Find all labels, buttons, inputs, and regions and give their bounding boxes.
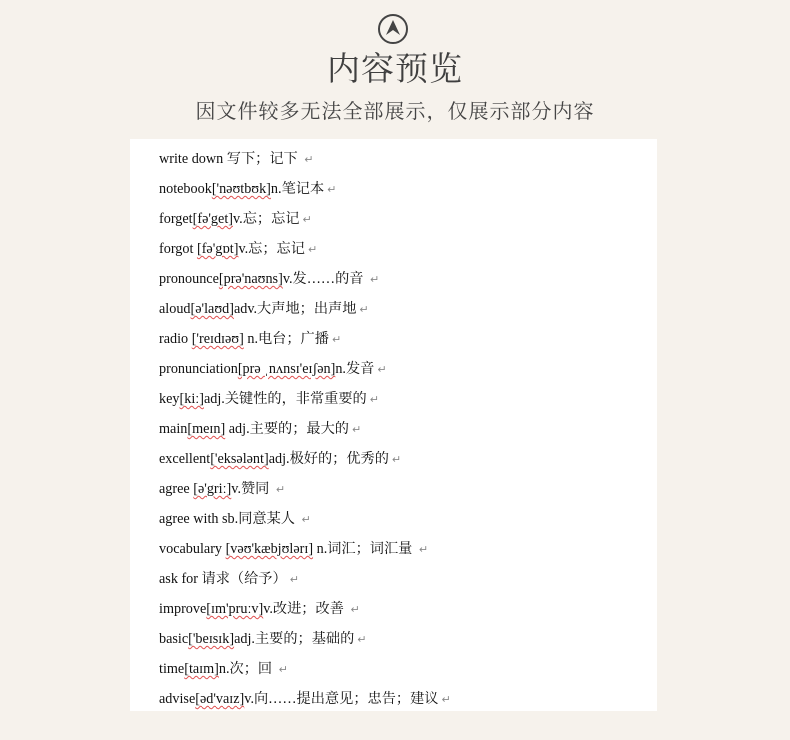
entry-word: agree [159, 481, 194, 497]
page-title: 内容预览 [327, 49, 463, 88]
vocab-entry [159, 594, 657, 624]
entry-phonetic: [ɪm'pruːv] [206, 601, 264, 617]
entry-definition: adj.极好的；优秀的 [268, 451, 389, 467]
paragraph-mark-icon: ↵ [351, 423, 362, 436]
entry-word: time [159, 661, 185, 677]
preview-header [0, 0, 790, 138]
vocab-entry [159, 414, 657, 444]
entry-definition: n.词汇；词汇量 [313, 541, 416, 557]
entry-word: key [159, 391, 180, 407]
vocab-entry [159, 354, 657, 384]
vocab-entry [159, 534, 657, 564]
paragraph-mark-icon: ↵ [331, 333, 342, 346]
paragraph-mark-icon: ↵ [369, 393, 379, 406]
entry-phonetic: ['eksələnt] [210, 451, 269, 467]
paragraph-mark-icon: ↵ [301, 513, 311, 526]
entry-word: aloud [159, 301, 191, 317]
vocab-entry [159, 294, 657, 324]
entry-phonetic: [taɪm] [184, 661, 219, 677]
entry-word: main [159, 421, 188, 437]
paragraph-mark-icon: ↵ [391, 453, 402, 466]
page-subtitle: 因文件较多无法全部展示，仅展示部分内容 [195, 99, 595, 123]
entry-definition: n.笔记本 [270, 181, 325, 197]
paragraph-mark-icon: ↵ [418, 543, 429, 556]
paragraph-mark-icon: ↵ [307, 243, 318, 256]
entry-definition: n.次；回 [218, 661, 276, 677]
entry-word: notebook [159, 181, 212, 197]
entry-phonetic: [prə ˌnʌnsɪ'eɪʃən] [237, 361, 336, 377]
up-arrow-circle-icon [378, 14, 408, 44]
entry-word: vocabulary [159, 541, 226, 557]
entry-word: pronunciation [159, 361, 238, 377]
entry-word: agree with sb.同意某人 [159, 511, 299, 527]
paragraph-mark-icon: ↵ [302, 213, 312, 226]
entry-definition: v.发……的音 [282, 271, 368, 287]
vocab-entry [159, 654, 657, 684]
vocab-entry [159, 234, 657, 264]
entry-word: ask for 请求（给予） [159, 571, 287, 587]
paragraph-mark-icon: ↵ [350, 603, 360, 616]
entry-definition: adv.大声地；出声地 [233, 301, 357, 317]
entry-phonetic: [meɪn] [187, 421, 226, 437]
document-preview [130, 139, 657, 711]
vocab-entry [159, 624, 657, 654]
vocab-entry [159, 264, 657, 294]
entry-phonetic: [prə'naʊns] [218, 271, 283, 287]
paragraph-mark-icon: ↵ [304, 153, 314, 166]
entry-definition: v.赞同 [231, 481, 273, 497]
entry-definition: adj.主要的；基础的 [234, 631, 355, 647]
entry-phonetic: ['beɪsɪk] [188, 631, 235, 647]
entry-definition: adj.主要的；最大的 [225, 421, 349, 437]
entry-word: radio [159, 331, 192, 347]
entry-word: basic [159, 631, 189, 647]
vocab-entry [159, 174, 657, 204]
paragraph-mark-icon: ↵ [357, 633, 367, 646]
entry-phonetic: [fə'gɒt] [196, 241, 239, 257]
entry-definition: v.向……提出意见；忠告；建议 [244, 691, 439, 707]
entry-word: advise [159, 691, 196, 707]
vocab-entry [159, 384, 657, 414]
paragraph-mark-icon: ↵ [441, 693, 451, 706]
entry-word: excellent [159, 451, 211, 467]
entry-definition: v.改进；改善 [263, 601, 348, 617]
paragraph-mark-icon: ↵ [289, 573, 299, 586]
paragraph-mark-icon: ↵ [359, 303, 369, 316]
entry-word: write down 写下；记下 [159, 151, 302, 167]
vocab-entry [159, 504, 657, 534]
vocab-entry [159, 684, 657, 714]
entry-phonetic: [ə'laʊd] [190, 301, 234, 317]
entry-phonetic: [vəʊ'kæbjʊlərɪ] [225, 541, 314, 557]
entry-phonetic: [əd'vaɪz] [195, 691, 245, 707]
entry-phonetic: [ə'griː] [193, 481, 232, 497]
entry-definition: v.忘；忘记 [233, 211, 300, 227]
vocabulary-list [130, 144, 657, 714]
paragraph-mark-icon: ↵ [370, 273, 380, 286]
vocab-entry [159, 444, 657, 474]
entry-phonetic: [fə'get] [192, 211, 233, 227]
entry-word: forget [159, 211, 193, 227]
paragraph-mark-icon: ↵ [327, 183, 337, 196]
entry-word: pronounce [159, 271, 219, 287]
vocab-entry [159, 324, 657, 354]
entry-word: forgot [159, 241, 197, 257]
vocab-entry [159, 564, 657, 594]
entry-definition: n.发音 [335, 361, 375, 377]
entry-phonetic: ['reɪdɪəʊ] [191, 331, 244, 347]
entry-definition: adj.关键性的，非常重要的 [203, 391, 367, 407]
vocab-entry [159, 144, 657, 174]
entry-definition: n.电台；广播 [243, 331, 329, 347]
vocab-entry [159, 204, 657, 234]
paragraph-mark-icon: ↵ [377, 363, 387, 376]
entry-definition: v.忘；忘记 [238, 241, 305, 257]
vocab-entry [159, 474, 657, 504]
entry-phonetic: ['nəʊtbʊk] [211, 181, 271, 197]
paragraph-mark-icon: ↵ [278, 663, 288, 676]
entry-phonetic: [kiː] [179, 391, 204, 407]
entry-word: improve [159, 601, 207, 617]
paragraph-mark-icon: ↵ [275, 483, 286, 496]
